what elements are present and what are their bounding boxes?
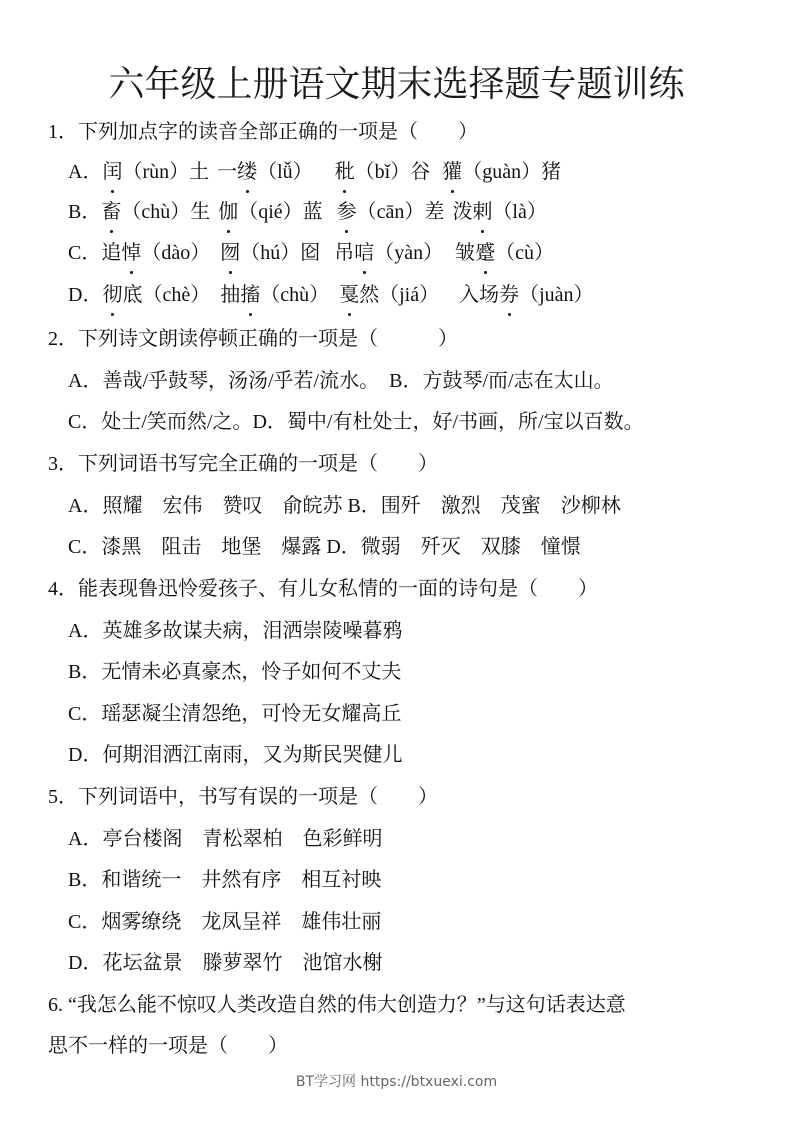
question-4-stem: 4．能表现鲁迅怜爱孩子、有儿女私情的一面的诗句是（ ） [48, 578, 598, 600]
option-item: 追悼（dào） [101, 242, 210, 264]
dotted-char: 戛 [339, 281, 359, 309]
option-item: 伽（qié）蓝 [218, 201, 322, 223]
option-item: 抽搐（chù） [220, 284, 329, 306]
option-label: A． [68, 161, 103, 183]
option-item: 入场券（juàn） [459, 284, 593, 306]
page-title: 六年级上册语文期末选择题专题训练 [108, 64, 685, 105]
question-6-stem: 6. “我怎么能不惊叹人类改造自然的伟大创造力？”与这句话表达意 [48, 994, 626, 1016]
dotted-char: 獾 [442, 158, 462, 186]
dotted-char: 彻 [102, 281, 122, 309]
dotted-char: 秕 [335, 158, 355, 186]
option-item: 泼剌（là） [452, 201, 546, 223]
question-3-options-ab: A．照耀 宏伟 赞叹 俞皖苏 B．围歼 激烈 茂蜜 沙柳林 [68, 495, 621, 517]
question-4-option-b: B．无情未必真豪杰，怜子如何不丈夫 [68, 661, 402, 683]
question-5-option-d: D．花坛盆景 滕萝翠竹 池馆水榭 [68, 952, 383, 974]
option-item: 吊唁（yàn） [334, 242, 443, 264]
question-4-option-c: C．瑶瑟凝尘清怨绝，可怜无女耀高丘 [68, 703, 402, 725]
dotted-char: 缕 [237, 158, 257, 186]
option-label: B． [68, 201, 102, 223]
dotted-char: 闰 [102, 158, 122, 186]
question-5-option-b: B．和谐统一 井然有序 相互衬映 [68, 869, 382, 891]
question-4-option-d: D．何期泪洒江南雨，又为斯民哭健儿 [68, 744, 403, 766]
question-3-options-cd: C．漆黑 阻击 地堡 爆露 D．微弱 歼灭 双膝 憧憬 [68, 536, 581, 558]
question-1-option-d [68, 281, 594, 309]
option-item: 彻底（chè） [102, 284, 210, 306]
question-5-stem: 5．下列词语中，书写有误的一项是（ ） [48, 786, 438, 808]
dotted-char: 唁 [354, 239, 374, 267]
option-item: 皱蹙（cù） [455, 242, 554, 264]
question-3-stem: 3．下列词语书写完全正确的一项是（ ） [48, 453, 438, 475]
dotted-char: 剌 [472, 198, 492, 226]
option-item: 闰（rùn）土 [102, 161, 209, 183]
dotted-char: 畜 [101, 198, 121, 226]
question-1-option-a [68, 158, 561, 186]
option-item: 秕（bǐ）谷 [335, 161, 431, 183]
question-2-options-ab: A．善哉/乎鼓琴，汤汤/乎若/流水。 B．方鼓琴/而/志在太山。 [68, 370, 614, 392]
option-item: 獾（guàn）猪 [442, 161, 561, 183]
question-2-stem: 2．下列诗文朗读停顿正确的一项是（ ） [48, 328, 458, 350]
option-item: 参（cān）差 [337, 201, 445, 223]
option-item: 戛然（jiá） [339, 284, 439, 306]
option-item: 一缕（lǚ） [217, 161, 313, 183]
question-1-option-b [68, 198, 547, 226]
question-5-option-a: A．亭台楼阁 青松翠柏 色彩鲜明 [68, 828, 383, 850]
question-1-stem: 1．下列加点字的读音全部正确的一项是（ ） [48, 121, 478, 143]
option-label: C． [68, 242, 102, 264]
dotted-char: 伽 [218, 198, 238, 226]
dotted-char: 搐 [240, 281, 260, 309]
option-label: D． [68, 284, 103, 306]
dotted-char: 券 [499, 281, 519, 309]
watermark-footer: BT学习网 https://btxuexi.com [295, 1074, 498, 1090]
question-6-stem-continued: 思不一样的一项是（ ） [48, 1035, 288, 1057]
dotted-char: 蹙 [475, 239, 495, 267]
question-1-option-c [68, 239, 554, 267]
question-4-option-a: A．英雄多故谋夫病，泪洒崇陵噪暮鸦 [68, 620, 403, 642]
question-2-options-cd: C．处士/笑而然/之。D．蜀中/有杜处士，好/书画，所/宝以百数。 [68, 411, 644, 433]
dotted-char: 囫 [220, 239, 240, 267]
question-5-option-c: C．烟雾缭绕 龙凤呈祥 雄伟壮丽 [68, 911, 382, 933]
dotted-char: 悼 [121, 239, 141, 267]
option-item: 畜（chù）生 [101, 201, 210, 223]
option-item: 囫（hú）囵 [220, 242, 320, 264]
dotted-char: 参 [337, 198, 357, 226]
